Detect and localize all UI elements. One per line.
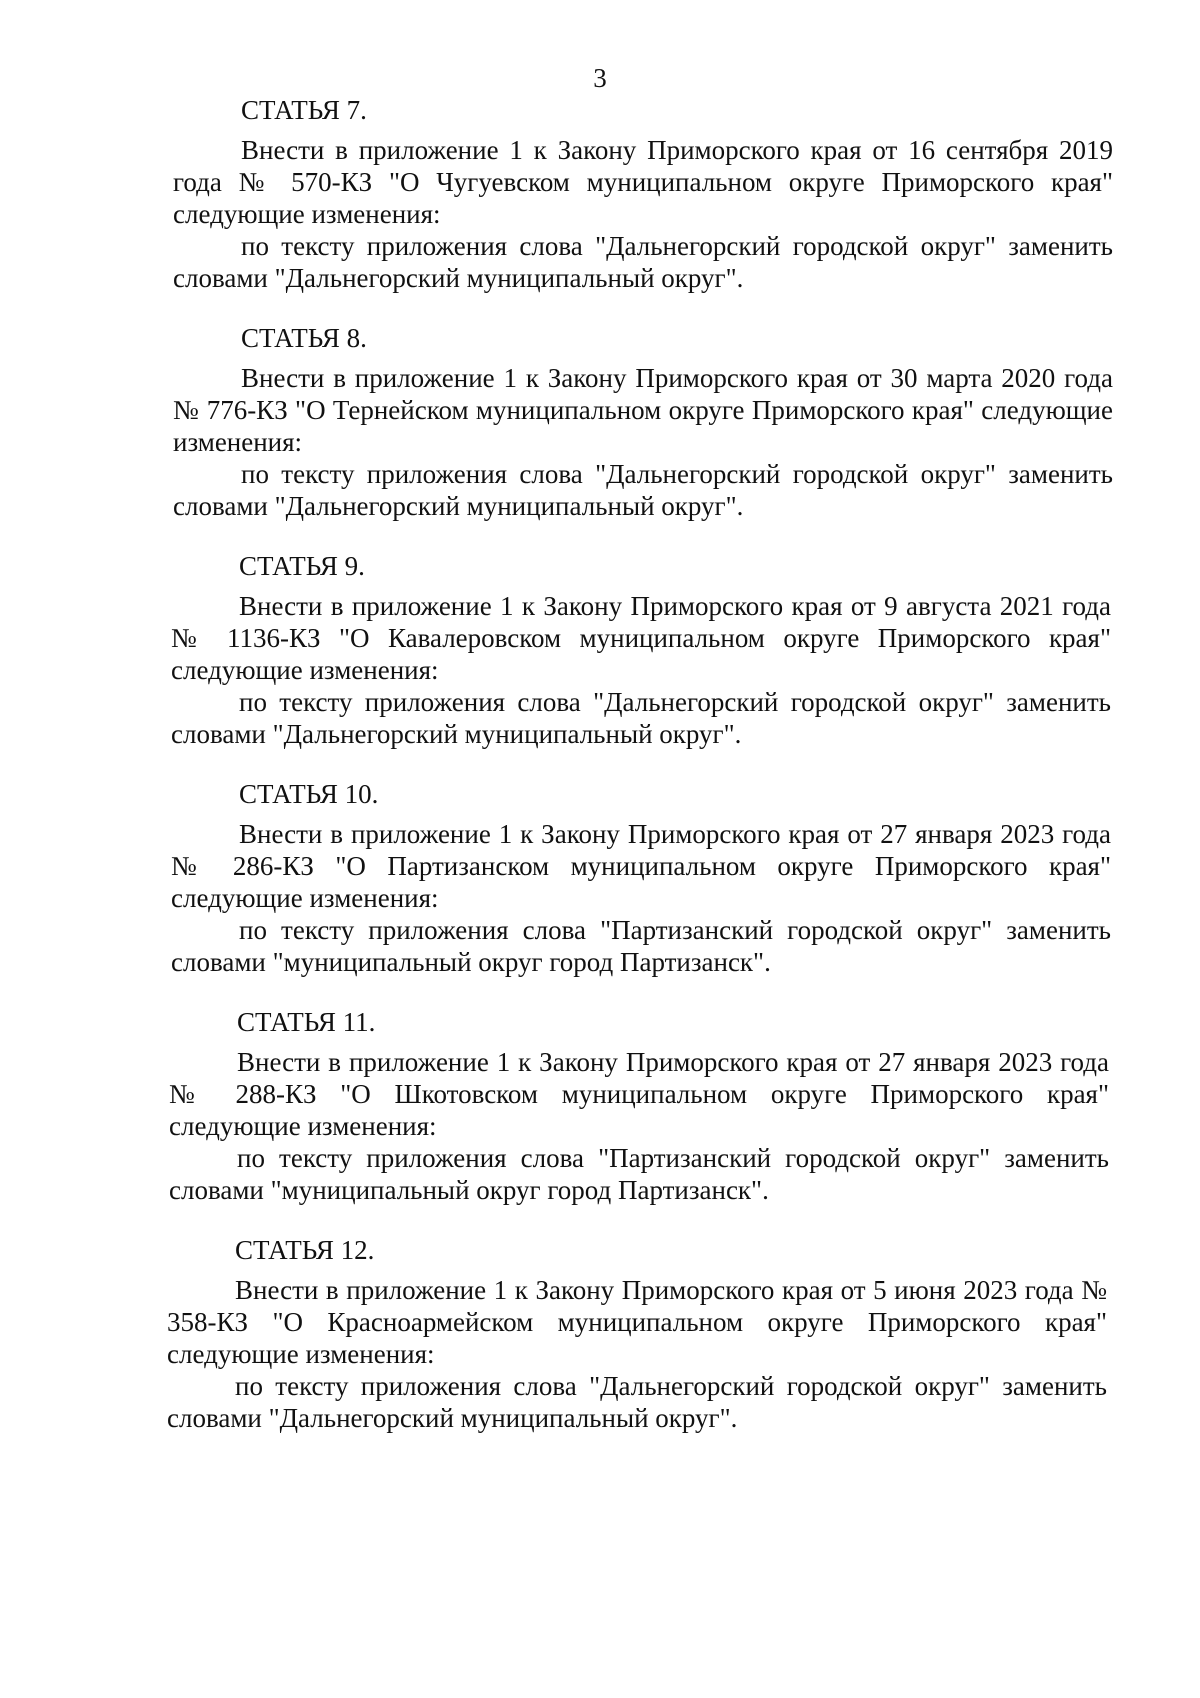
article-title: СТАТЬЯ 12. <box>235 1235 375 1265</box>
article-9 <box>171 550 1111 750</box>
article-11 <box>169 1006 1109 1206</box>
article-intro: Внести в приложение 1 к Закону Приморского края от 5 июня 2023 года № 358-КЗ "О Красноармейском муниципальном округе Приморского края" следующие изменения: <box>167 1275 1107 1369</box>
article-7 <box>173 94 1113 294</box>
page-number: 3 <box>593 63 607 93</box>
article-change: по тексту приложения слова "Дальнегорский городской округ" заменить словами "Дальнегорский муниципальный округ". <box>173 231 1113 293</box>
article-title: СТАТЬЯ 11. <box>237 1007 376 1037</box>
article-intro: Внести в приложение 1 к Закону Приморского края от 30 марта 2020 года № 776-КЗ "О Тернейском муниципальном округе Приморского края" следующие изменения: <box>173 363 1113 457</box>
article-10 <box>171 778 1111 978</box>
article-12 <box>167 1234 1107 1434</box>
article-change: по тексту приложения слова "Дальнегорский городской округ" заменить словами "Дальнегорский муниципальный округ". <box>167 1371 1107 1433</box>
article-change: по тексту приложения слова "Партизанский городской округ" заменить словами "муниципальный округ город Партизанск". <box>171 915 1111 977</box>
article-title: СТАТЬЯ 7. <box>241 95 367 125</box>
article-intro: Внести в приложение 1 к Закону Приморского края от 27 января 2023 года № 288-КЗ "О Шкотовском муниципальном округе Приморского края" следующие изменения: <box>169 1047 1109 1141</box>
article-change: по тексту приложения слова "Дальнегорский городской округ" заменить словами "Дальнегорский муниципальный округ". <box>173 459 1113 521</box>
article-8 <box>173 322 1113 522</box>
article-title: СТАТЬЯ 10. <box>239 779 379 809</box>
article-intro: Внести в приложение 1 к Закону Приморского края от 27 января 2023 года № 286-КЗ "О Партизанском муниципальном округе Приморского края" следующие изменения: <box>171 819 1111 913</box>
article-title: СТАТЬЯ 8. <box>241 323 367 353</box>
article-change: по тексту приложения слова "Партизанский городской округ" заменить словами "муниципальный округ город Партизанск". <box>169 1143 1109 1205</box>
article-intro: Внести в приложение 1 к Закону Приморского края от 16 сентября 2019 года № 570-КЗ "О Чугуевском муниципальном округе Приморского края" следующие изменения: <box>173 135 1113 229</box>
article-change: по тексту приложения слова "Дальнегорский городской округ" заменить словами "Дальнегорский муниципальный округ". <box>171 687 1111 749</box>
article-title: СТАТЬЯ 9. <box>239 551 365 581</box>
article-intro: Внести в приложение 1 к Закону Приморского края от 9 августа 2021 года № 1136-КЗ "О Кавалеровском муниципальном округе Приморского края" следующие изменения: <box>171 591 1111 685</box>
